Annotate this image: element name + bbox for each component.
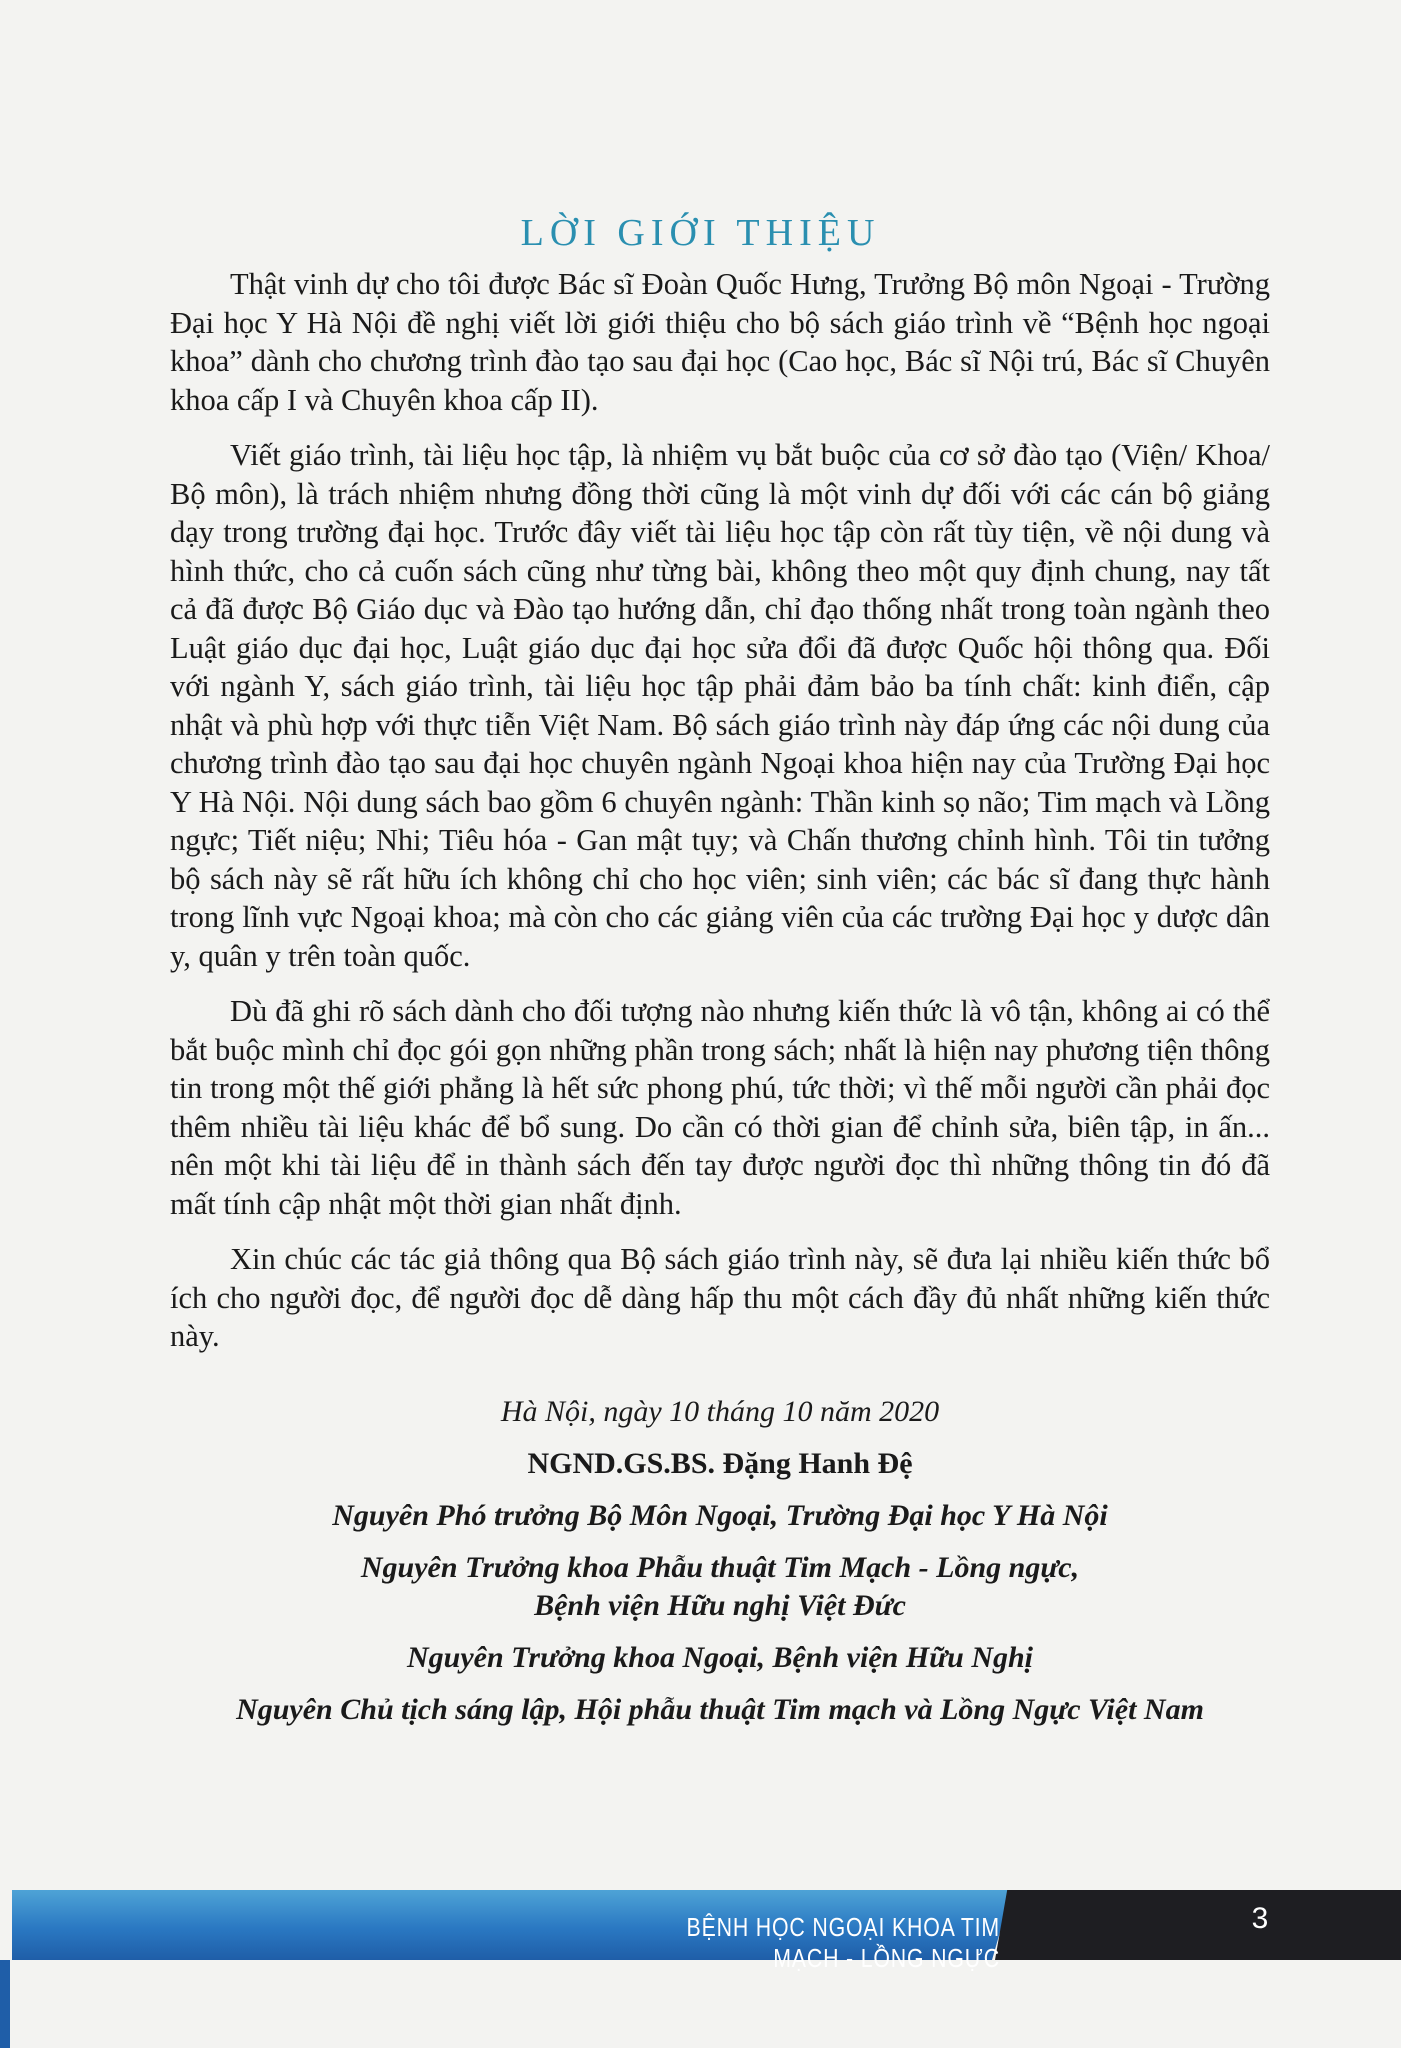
footer-dark-stripe xyxy=(995,1890,1401,1960)
body-text xyxy=(170,265,1270,1373)
paragraph: Thật vinh dự cho tôi được Bác sĩ Đoàn Quốc Hưng, Trưởng Bộ môn Ngoại - Trường Đại học Y Hà Nội đề nghị viết lời giới thiệu cho bộ sách giáo trình về “Bệnh học ngoại khoa” dành cho chương trình đào tạo sau đại học (Cao học, Bác sĩ Nội trú, Bác sĩ Chuyên khoa cấp I và Chuyên khoa cấp II). xyxy=(170,267,1270,417)
footer-book-title: BỆNH HỌC NGOẠI KHOA TIM MẠCH - LỒNG NGỰC xyxy=(686,1912,1000,1973)
edge-mark xyxy=(0,1960,10,2048)
page-number: 3 xyxy=(1251,1902,1269,1935)
signature-name: NGND.GS.BS. Đặng Hanh Đệ xyxy=(527,1447,913,1480)
paragraph: Dù đã ghi rõ sách dành cho đối tượng nào nhưng kiến thức là vô tận, không ai có thể bắt buộc mình chỉ đọc gói gọn những phần trong sách; nhất là hiện nay phương tiện thông tin trong một thế giới phẳng là hết sức phong phú, tức thời; vì thế mỗi người cần phải đọc thêm nhiều tài liệu khác để bổ sung. Do cần có thời gian để chỉnh sửa, biên tập, in ấn... nên một khi tài liệu để in thành sách đến tay được người đọc thì những thông tin đó đã mất tính cập nhật một thời gian nhất định. xyxy=(170,994,1270,1221)
signature-role: Nguyên Phó trưởng Bộ Môn Ngoại, Trường Đại học Y Hà Nội xyxy=(332,1499,1108,1532)
signature-role xyxy=(130,1549,1310,1625)
signature-block xyxy=(130,1393,1310,1743)
paragraph: Viết giáo trình, tài liệu học tập, là nhiệm vụ bắt buộc của cơ sở đào tạo (Viện/ Khoa/ Bộ môn), là trách nhiệm nhưng đồng thời cũng là một vinh dự đối với các cán bộ giảng dạy trong trường đại học. Trước đây viết tài liệu học tập còn rất tùy tiện, về nội dung và hình thức, cho cả cuốn sách cũng như từng bài, không theo một quy định chung, nay tất cả đã được Bộ Giáo dục và Đào tạo hướng dẫn, chỉ đạo thống nhất trong toàn ngành theo Luật giáo dục đại học, Luật giáo dục đại học sửa đổi đã được Quốc hội thông qua. Đối với ngành Y, sách giáo trình, tài liệu học tập phải đảm bảo ba tính chất: kinh điển, cập nhật và phù hợp với thực tiễn Việt Nam. Bộ sách giáo trình này đáp ứng các nội dung của chương trình đào tạo sau đại học chuyên ngành Ngoại khoa hiện nay của Trường Đại học Y Hà Nội. Nội dung sách bao gồm 6 chuyên ngành: Thần kinh sọ não; Tim mạch và Lồng ngực; Tiết niệu; Nhi; Tiêu hóa - Gan mật tụy; và Chấn thương chỉnh hình. Tôi tin tưởng bộ sách này sẽ rất hữu ích không chỉ cho học viên; sinh viên; các bác sĩ đang thực hành trong lĩnh vực Ngoại khoa; mà còn cho các giảng viên của các trường Đại học y dược dân y, quân y trên toàn quốc. xyxy=(170,438,1270,973)
paragraph: Xin chúc các tác giả thông qua Bộ sách giáo trình này, sẽ đưa lại nhiều kiến thức bổ ích cho người đọc, để người đọc dễ dàng hấp thu một cách đầy đủ nhất những kiến thức này. xyxy=(170,1242,1270,1353)
signature-role-line: Nguyên Trưởng khoa Phẫu thuật Tim Mạch - Lồng ngực, xyxy=(360,1551,1080,1584)
page-title: LỜI GIỚI THIỆU xyxy=(520,212,881,255)
signature-role: Nguyên Chủ tịch sáng lập, Hội phẫu thuật Tim mạch và Lồng Ngực Việt Nam xyxy=(236,1693,1204,1726)
signature-role: Nguyên Trưởng khoa Ngoại, Bệnh viện Hữu Nghị xyxy=(406,1641,1033,1674)
signature-role-line: Bệnh viện Hữu nghị Việt Đức xyxy=(534,1589,906,1622)
signature-date: Hà Nội, ngày 10 tháng 10 năm 2020 xyxy=(500,1395,940,1428)
footer-band xyxy=(0,1890,1401,1973)
